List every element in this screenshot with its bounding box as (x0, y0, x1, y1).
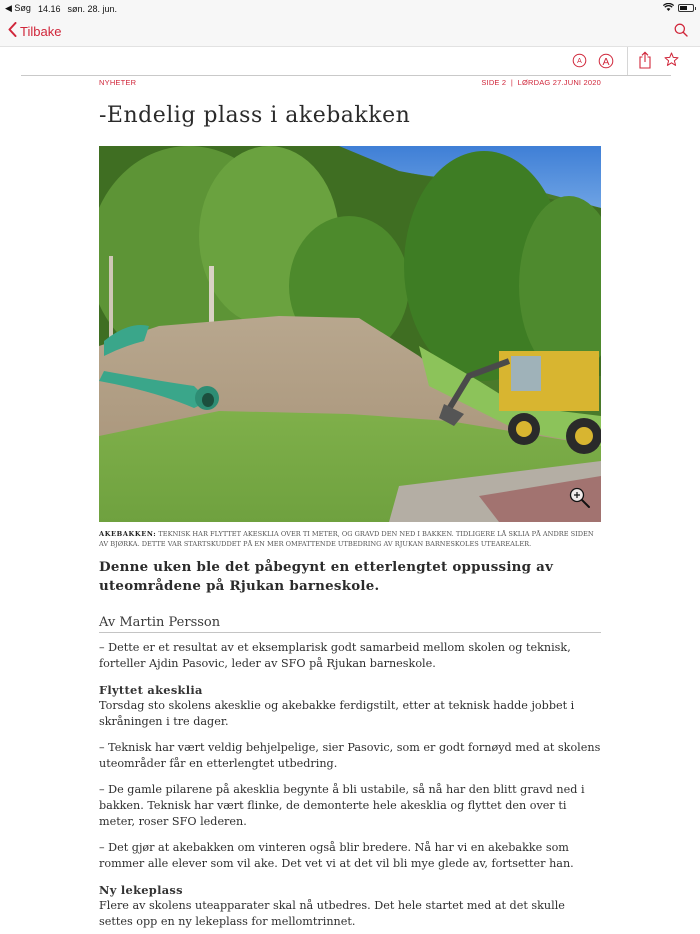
paragraph: – Teknisk har vært veldig behjelpelige, sier Pasovic, som er godt fornøyd med at skolens uteområder får en etterlengtet utbedring. (99, 741, 601, 770)
wifi-icon (663, 3, 674, 13)
bookmark-star-icon (664, 52, 679, 71)
subheading: Ny lekeplass (99, 883, 183, 897)
font-smaller-button[interactable] (572, 53, 587, 72)
search-button[interactable] (674, 23, 688, 42)
subheading: Flyttet akesklia (99, 683, 203, 697)
paragraph: – Dette er et resultat av et eksemplarisk godt samarbeid mellom skolen og teknisk, forteller Ajdin Pasovic, leder av SFO på Rjukan barneskole. (99, 641, 571, 670)
svg-text:A: A (577, 58, 582, 66)
photo-illustration (99, 146, 601, 522)
reader-toolbar (0, 47, 700, 76)
byline: Av Martin Persson (99, 615, 601, 633)
share-icon (638, 54, 652, 73)
bookmark-button[interactable] (664, 52, 679, 71)
toolbar-divider (627, 47, 628, 75)
article (99, 78, 601, 928)
zoom-in-icon[interactable] (569, 487, 591, 513)
status-time: 14.16 (37, 3, 61, 14)
article-meta (99, 78, 601, 87)
photo-caption (99, 529, 601, 549)
toolbar-rule (21, 75, 671, 76)
article-lead: Denne uken ble det påbegynt en etterlengtet oppussing av uteområdene på Rjukan barneskole. (99, 559, 554, 594)
status-date: søn. 28. jun. (67, 3, 117, 14)
chevron-left-icon (8, 22, 17, 40)
caption-label: AKEBAKKEN: (99, 530, 157, 538)
page-info: SIDE 2 | LØRDAG 27.JUNI 2020 (481, 78, 601, 87)
back-to-app[interactable]: ◀ Søg (5, 3, 31, 13)
back-button[interactable] (8, 22, 61, 40)
article-photo[interactable] (99, 146, 601, 522)
article-title: -Endelig plass i akebakken (99, 103, 411, 128)
share-button[interactable] (638, 51, 652, 73)
status-bar (0, 0, 700, 16)
section-label[interactable]: NYHETER (99, 78, 137, 87)
navigation-bar (0, 16, 700, 47)
paragraph: Flere av skolens uteapparater skal nå utbedres. Det hele startet med at det skulle settes opp en ny lekeplass for mellomtrinnet. (99, 899, 565, 928)
article-body (99, 640, 601, 934)
font-larger-icon (598, 54, 614, 73)
paragraph: Torsdag sto skolens akesklie og akebakke ferdigstilt, etter at teknisk hadde jobbet i skråningen i tre dager. (99, 699, 575, 728)
font-smaller-icon (572, 53, 587, 72)
caption-text: TEKNISK HAR FLYTTET AKESKLIA OVER TI METER, OG GRAVD DEN NED I BAKKEN. TIDLIGERE LÅ SKLIA PÅ ANDRE SIDEN AV BJØRKA. DETTE VAR STARTSKUDDET PÅ EN MER OMFATTENDE UTBEDRING AV RJUKAN BARNESKOLES UTEAREALER. (99, 530, 594, 548)
back-label: Tilbake (20, 23, 62, 39)
svg-text:A: A (602, 56, 610, 68)
paragraph: – De gamle pilarene på akesklia begynte å bli ustabile, så nå har den blitt gravd ned i bakken. Teknisk har vært flinke, de demonterte hele akesklia og flyttet den over ti meter, roser SFO lederen. (99, 783, 585, 828)
search-icon (674, 24, 688, 41)
paragraph: – Det gjør at akebakken om vinteren også blir bredere. Nå har vi en akebakke som rommer alle elever som vil ake. Det vet vi at det vil bli mye glede av, fortsetter han. (99, 841, 574, 870)
battery-icon (678, 4, 694, 12)
font-larger-button[interactable] (598, 53, 614, 73)
